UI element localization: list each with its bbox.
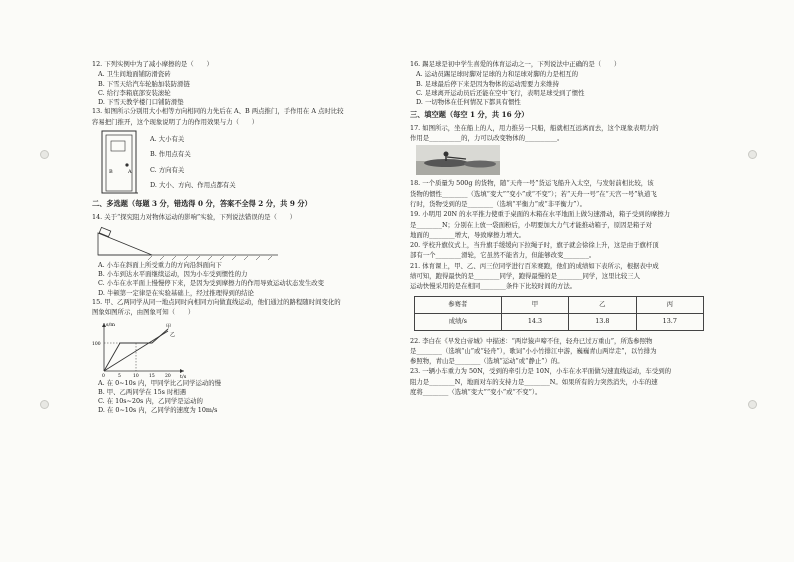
- q13-option-b: B. 作用点有关: [150, 150, 191, 159]
- graph-ylabel: s/m: [106, 321, 115, 328]
- q19-line: 地面的________增大，导致摩擦力增大。: [410, 230, 526, 239]
- q21-line: 运动快慢采用的是在相同________条件下比较时间的方法。: [410, 282, 577, 291]
- graph-label-yi: 乙: [170, 331, 176, 338]
- q13-option-a: A. 大小有关: [150, 134, 185, 143]
- section-3-title: 三、填空题（每空 1 分，共 16 分）: [410, 110, 529, 120]
- table-header: 甲: [501, 296, 568, 313]
- q14-option-c: C. 小车在水平面上慢慢停下来，是因为受到摩擦力的作用导致运动状态发生改变: [98, 279, 325, 288]
- punch-hole: [40, 150, 49, 159]
- q23-line: 阻力是________N，地面对车的支持力是________N。如果所有的力突然消失，小车的速: [410, 377, 658, 386]
- q21-line: 21. 体育课上，甲、乙、丙三位同学进行百米赛跑，他们的成绩如下表所示，根据表中成: [410, 261, 659, 270]
- door-label-b: B: [109, 168, 113, 175]
- q19-line: 是________N；分别在上放一袋面粉后，小明要加大力气才能推动箱子，原因是箱子对: [410, 220, 653, 229]
- q22-line: 参照物，青山是________（选填“运动”或“静止”）的。: [410, 357, 564, 366]
- graph-xlabel: t/s: [180, 373, 187, 379]
- door-figure: [98, 129, 140, 195]
- q13-stem-2: 容易把门推开，这个现象说明了力的作用效果与力（ ）: [92, 117, 259, 126]
- q17-line: 17. 如图所示，坐在船上的人，用力推另一只船，船就相互远离而去，这个现象表明力的: [410, 123, 659, 132]
- q13-block: [98, 129, 392, 196]
- graph-xtick: 15: [149, 373, 155, 379]
- st-graph: [92, 319, 192, 379]
- q15-option-c: C. 在 10s~20s 内，乙同学是运动的: [98, 397, 203, 406]
- table-cell: 13.7: [636, 313, 703, 330]
- q19-line: 19. 小明用 20N 的水平推力使重于桌面的木箱在水平地面上做匀速滑动，箱子受到的摩擦力: [410, 210, 671, 219]
- q16-option-b: B. 足球最后停下来是因为物体的运动需要力来维持: [416, 79, 559, 88]
- door-label-a: A: [128, 168, 132, 175]
- q15-option-b: B. 甲、乙两同学在 15s 时相遇: [98, 387, 187, 396]
- graph-xtick: 10: [133, 373, 139, 379]
- q22-line: 22. 李白在《早发白帝城》中描述：“两岸猿声啼不住，轻舟已过万重山”，所选参照物: [410, 336, 653, 345]
- q13-option-c: C. 方向有关: [150, 165, 185, 174]
- graph-ytick: 100: [92, 341, 101, 347]
- table-cell: 14.3: [501, 313, 568, 330]
- graph-xtick: 5: [118, 373, 121, 379]
- left-column: [92, 60, 392, 416]
- results-table: [414, 296, 704, 331]
- graph-xtick: 20: [165, 373, 171, 379]
- table-row-label: 成绩/s: [415, 313, 502, 330]
- q16-option-a: A. 运动员踢足球时脚对足球的力和足球对脚的力是相互的: [416, 70, 579, 79]
- table-header: 乙: [569, 296, 636, 313]
- q16-option-c: C. 足球离开运动员后还能在空中飞行，表明足球受到了惯性: [416, 88, 585, 97]
- q15-stem-2: 图象如图所示，由图象可知（ ）: [92, 308, 195, 317]
- boat-photo: [416, 145, 500, 175]
- ramp-figure: [92, 223, 282, 261]
- q14-option-d: D. 牛顿第一定律是在实验基础上，经过推理得到的结论: [98, 288, 254, 297]
- q12-option-a: A. 卫生间地面铺防滑瓷砖: [98, 70, 171, 79]
- q20-line: 20. 学校升旗仪式上，当升旗手缓缓向下拉绳子时，旗子就会徐徐上升，这是由于旗杆顶: [410, 241, 659, 250]
- q12-stem: 12. 下列实例中为了减小摩擦的是（ ）: [92, 60, 213, 68]
- punch-hole: [748, 400, 757, 409]
- punch-hole: [40, 400, 49, 409]
- right-column: [410, 60, 715, 398]
- q18-line: 货物的惯性________（选填“变大”“变小”或“不变”）；若“天舟一号”在“天宫一号”轨道飞: [410, 189, 657, 198]
- table-header: 参赛者: [415, 296, 502, 313]
- q20-line: 部有一个________滑轮，它虽然不能省力，但能够改变________。: [410, 251, 596, 260]
- q18-line: 18. 一个质量为 500g 的货物，随“天舟一号”货运飞船升入太空，与发射前相比较，该: [410, 179, 654, 188]
- q15-option-a: A. 在 0~10s 内，甲同学比乙同学运动的慢: [98, 378, 222, 387]
- q18-line: 行时，货物受到的是________（选填“平衡力”或“非平衡力”）。: [410, 199, 587, 208]
- q16-stem: 16. 踢足球是初中学生喜爱的体育运动之一，下列说法中正确的是（ ）: [410, 60, 621, 68]
- q23-line: 23. 一辆小车重力为 50N，受到的牵引力是 10N，小车在水平面做匀速直线运动，车受到的: [410, 367, 671, 376]
- table-row: [415, 313, 704, 330]
- q21-line: 绩可知，跑得最快的是________同学，跑得最慢的是________同学，这里比较三人: [410, 271, 641, 280]
- q13-options: [150, 135, 236, 196]
- table-row: [415, 296, 704, 313]
- q13-stem: 13. 如图所示分别用大小相等方向相同的力先后在 A、B 两点推门，手作用在 A 点时比较: [92, 107, 344, 116]
- table-header: 丙: [636, 296, 703, 313]
- q14-option-b: B. 小车到达水平面继续运动，因为小车受到惯性的力: [98, 270, 248, 279]
- section-2-title: 二、多选题（每题 3 分，错选得 0 分，答案不全得 2 分，共 9 分）: [92, 199, 312, 209]
- q14-stem: 14. 关于“探究阻力对物体运动的影响”实验，下列说法错误的是（ ）: [92, 212, 297, 221]
- q22-line: 是________（选填“山”或“轻舟”），歌词“小小竹排江中游，巍巍青山两岸走”，以竹排为: [410, 346, 657, 355]
- q15-option-d: D. 在 0~10s 内，乙同学的速度为 10m/s: [98, 406, 218, 415]
- q23-line: 度将________（选填“变大”“变小”或“不变”）。: [410, 387, 542, 396]
- q13-option-d: D. 大小、方向、作用点都有关: [150, 180, 236, 189]
- q16-option-d: D. 一切物体在任何情况下都具有惯性: [416, 98, 521, 107]
- q17-line: 作用是__________的，力可以改变物体的__________。: [410, 134, 564, 143]
- q12-option-d: D. 下雪天教学楼门口铺防滑垫: [98, 98, 184, 107]
- q15-stem: 15. 甲、乙两同学从同一地点同时向相同方向做直线运动，他们通过的路程随时间变化的: [92, 297, 341, 306]
- q14-option-a: A. 小车在斜面上所受重力的方向沿斜面向下: [98, 260, 222, 269]
- table-cell: 13.8: [569, 313, 636, 330]
- q12-option-c: C. 给行李箱底部安装滚轮: [98, 88, 171, 97]
- graph-label-jia: 甲: [166, 323, 172, 330]
- q12-option-b: B. 下雪天给汽车轮胎加装防滑链: [98, 79, 190, 88]
- punch-hole: [748, 150, 757, 159]
- graph-xtick: 0: [102, 373, 105, 379]
